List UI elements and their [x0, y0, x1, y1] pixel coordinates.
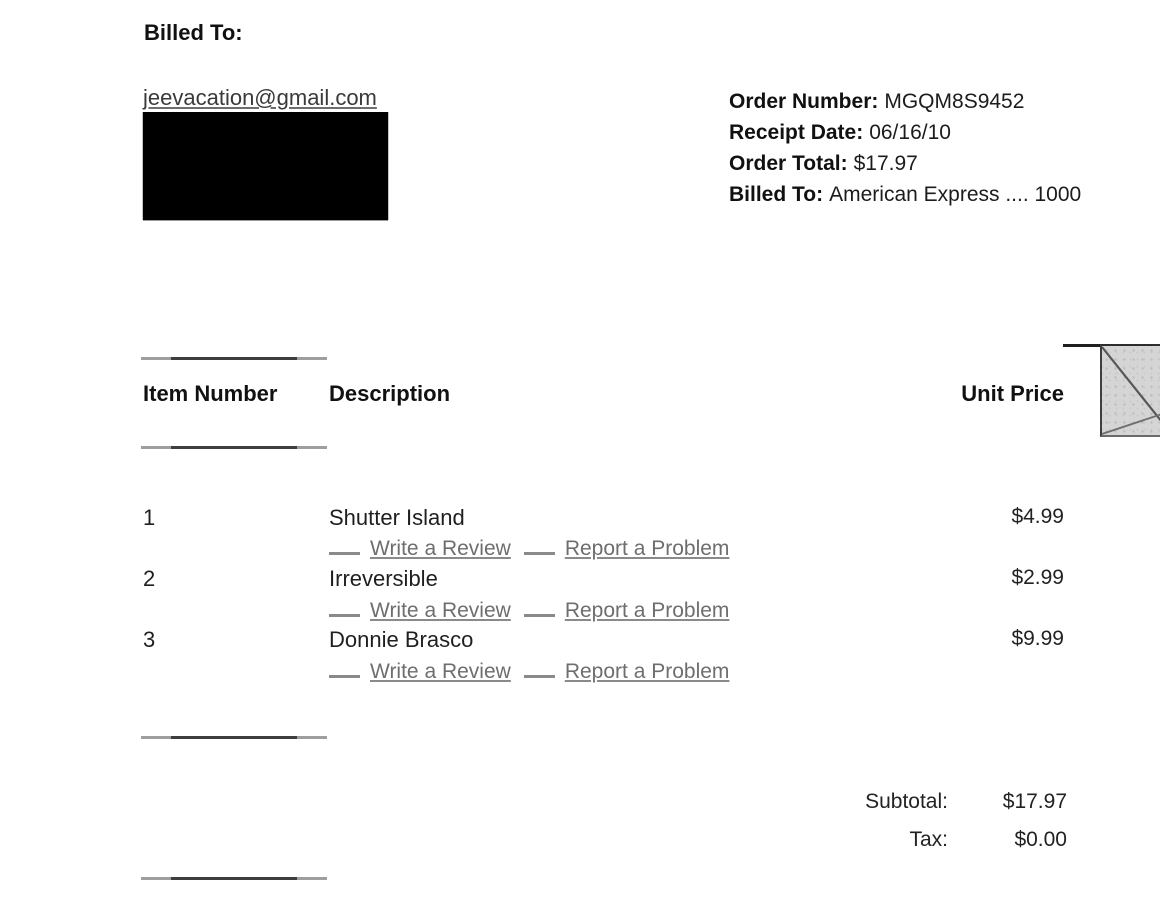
- item-unit-price-cell: $2.99: [1011, 566, 1064, 589]
- item-description-cell: Shutter Island: [329, 505, 465, 530]
- item-number-cell: 3: [143, 627, 156, 652]
- placeholder-connector-line: [1063, 344, 1103, 347]
- items-bottom-rule: [141, 736, 327, 739]
- broken-image-placeholder-icon: [1100, 344, 1160, 437]
- order-total-label: Order Total:: [729, 152, 848, 175]
- broken-link-icon: [524, 659, 555, 678]
- order-number-line: [729, 86, 1081, 117]
- column-header-item-number: Item Number: [143, 381, 278, 406]
- item-links-row: [329, 536, 729, 561]
- table-header-rule: [141, 446, 327, 449]
- receipt-date-value: 06/16/10: [869, 121, 951, 144]
- item-number-cell: 1: [143, 505, 156, 530]
- tax-label: Tax:: [909, 828, 948, 851]
- item-unit-price-cell: $4.99: [1011, 505, 1064, 528]
- broken-link-icon: [329, 659, 360, 678]
- billed-to-heading: Billed To:: [144, 20, 243, 45]
- subtotal-label: Subtotal:: [865, 790, 948, 813]
- subtotal-value: $17.97: [1002, 790, 1067, 813]
- item-description-cell: Irreversible: [329, 566, 438, 591]
- report-problem-link[interactable]: Report a Problem: [564, 660, 730, 683]
- receipt-date-line: [729, 117, 1081, 148]
- column-header-description: Description: [329, 381, 451, 406]
- broken-link-icon: [329, 536, 360, 555]
- footer-rule: [141, 877, 327, 880]
- tax-value: $0.00: [1014, 828, 1067, 851]
- billed-to-line: [729, 179, 1081, 210]
- customer-email-link[interactable]: jeevacation@gmail.com: [143, 85, 377, 110]
- order-number-label: Order Number:: [729, 90, 879, 113]
- item-links-row: [329, 659, 729, 684]
- redacted-address-block: [143, 112, 388, 220]
- receipt-date-label: Receipt Date:: [729, 121, 864, 144]
- billed-to-card-value: American Express .... 1000: [829, 183, 1082, 206]
- item-description-cell: Donnie Brasco: [329, 627, 474, 652]
- item-unit-price-cell: $9.99: [1011, 627, 1064, 650]
- billed-to-card-label: Billed To:: [729, 183, 824, 206]
- write-review-link[interactable]: Write a Review: [370, 660, 511, 683]
- report-problem-link[interactable]: Report a Problem: [564, 599, 730, 622]
- write-review-link[interactable]: Write a Review: [370, 599, 511, 622]
- order-total-value: $17.97: [853, 152, 918, 175]
- item-links-row: [329, 598, 729, 623]
- table-top-rule: [141, 357, 327, 360]
- write-review-link[interactable]: Write a Review: [370, 537, 511, 560]
- order-number-value: MGQM8S9452: [884, 90, 1025, 113]
- item-number-cell: 2: [143, 566, 156, 591]
- broken-link-icon: [329, 598, 360, 617]
- column-header-unit-price: Unit Price: [961, 381, 1064, 406]
- broken-link-icon: [524, 598, 555, 617]
- order-summary: [729, 86, 1081, 210]
- report-problem-link[interactable]: Report a Problem: [564, 537, 730, 560]
- order-total-line: [729, 148, 1081, 179]
- broken-link-icon: [524, 536, 555, 555]
